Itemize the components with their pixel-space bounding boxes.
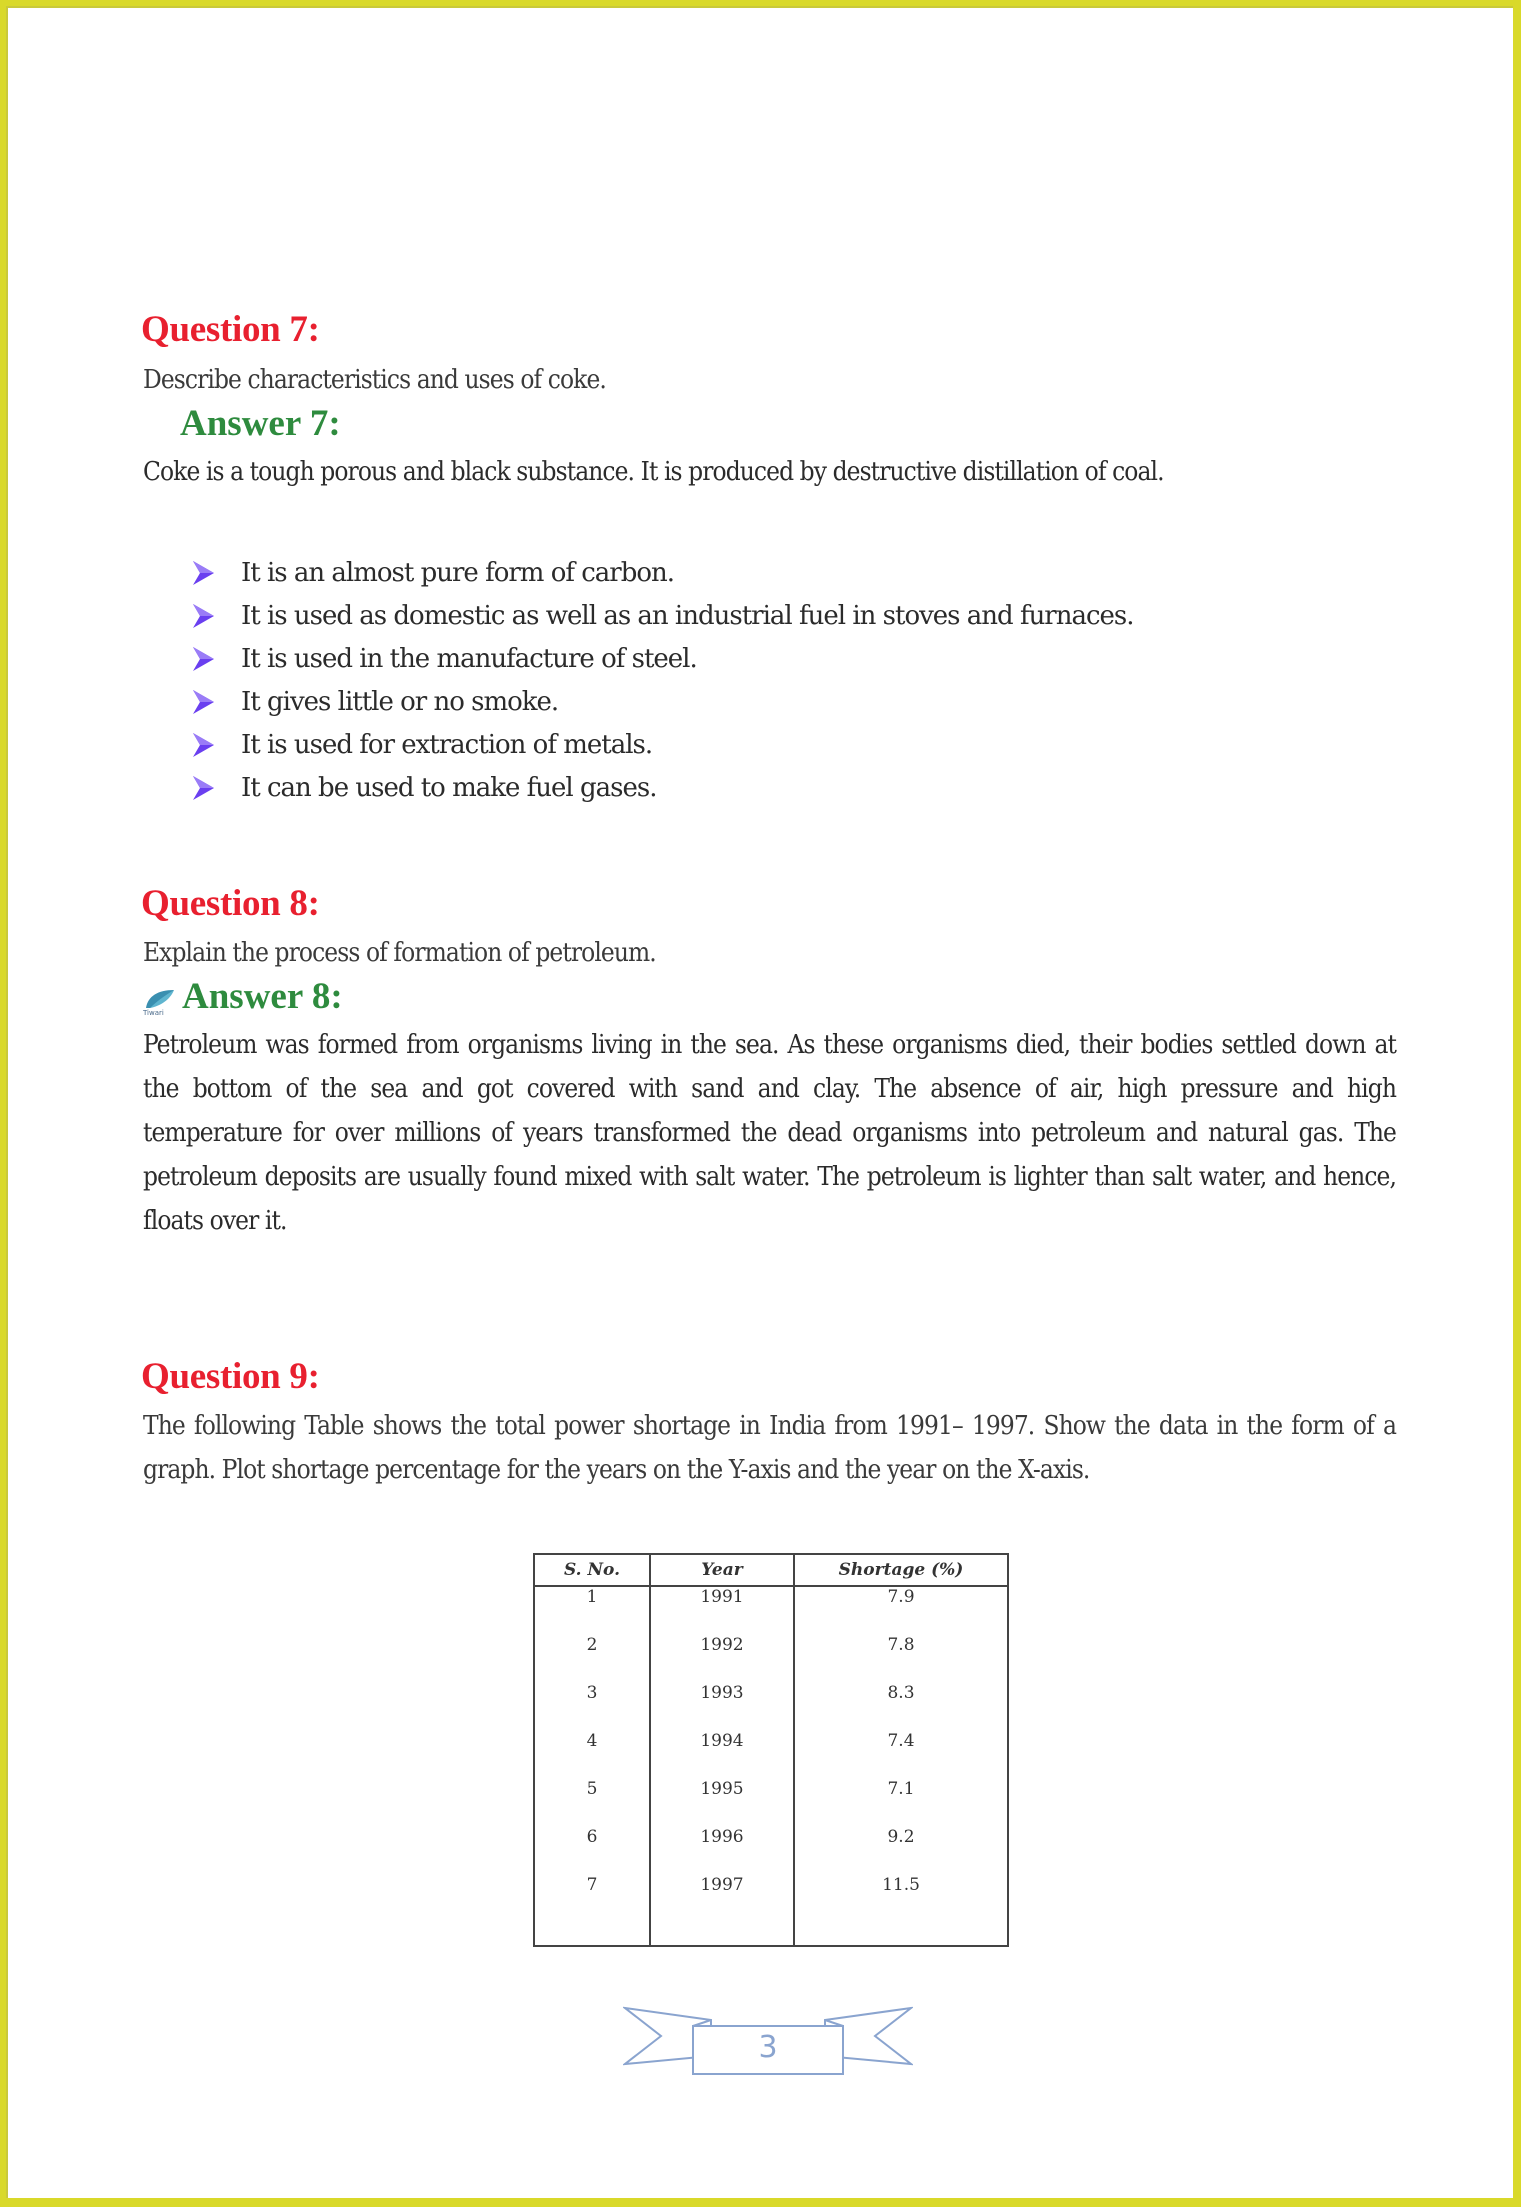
list-item — [191, 594, 1134, 637]
power-shortage-table — [533, 1553, 1009, 1947]
table-row — [534, 1827, 1008, 1875]
arrow-bullet-icon — [191, 560, 215, 586]
page — [6, 6, 1513, 2198]
cell-sno: 1 — [534, 1586, 650, 1635]
cell-sno: 4 — [534, 1731, 650, 1779]
cell-year: 1992 — [650, 1635, 794, 1683]
table-row — [534, 1731, 1008, 1779]
table-row — [534, 1875, 1008, 1923]
question-7-heading: Question 7: — [141, 309, 320, 350]
cell-shortage: 9.2 — [887, 1827, 915, 1847]
table-header-row — [534, 1554, 1008, 1586]
bullet-text: It can be used to make fuel gases. — [241, 772, 657, 803]
tiwari-logo-icon — [142, 988, 176, 1016]
cell-shortage: 7.4 — [887, 1731, 915, 1751]
cell-year: 1991 — [650, 1586, 794, 1635]
arrow-bullet-icon — [191, 603, 215, 629]
answer-7-heading: Answer 7: — [180, 403, 341, 444]
list-item — [191, 637, 1134, 680]
question-9-heading: Question 9: — [141, 1356, 320, 1397]
cell-sno: 5 — [534, 1779, 650, 1827]
column-header-sno: S. No. — [534, 1554, 650, 1586]
bullet-text: It gives little or no smoke. — [241, 686, 559, 717]
list-item — [191, 551, 1134, 594]
column-header-year: Year — [650, 1554, 794, 1586]
cell-year: 1993 — [650, 1683, 794, 1731]
cell-sno: 2 — [534, 1635, 650, 1683]
bullet-text: It is used as domestic as well as an industrial fuel in stoves and furnaces. — [241, 600, 1134, 631]
arrow-bullet-icon — [191, 775, 215, 801]
bullet-text: It is an almost pure form of carbon. — [241, 557, 675, 588]
question-9-text: The following Table shows the total power shortage in India from 1991– 1997. Show the data in the form of a graph. Plot shortage percentage for the years on the Y-axis and the year on the X-axis. — [143, 1411, 1396, 1485]
table-row — [534, 1635, 1008, 1683]
cell-year: 1995 — [650, 1779, 794, 1827]
column-header-shortage: Shortage (%) — [794, 1554, 1008, 1586]
question-7-text: Describe characteristics and uses of coke. — [143, 365, 606, 395]
cell-sno: 6 — [534, 1827, 650, 1875]
list-item — [191, 723, 1134, 766]
cell-sno: 7 — [534, 1875, 650, 1923]
svg-text:Tiwari: Tiwari — [143, 1009, 164, 1016]
arrow-bullet-icon — [191, 732, 215, 758]
empty-cell — [650, 1923, 794, 1946]
question-8-heading: Question 8: — [141, 883, 320, 924]
cell-shortage: 8.3 — [887, 1683, 915, 1703]
arrow-bullet-icon — [191, 646, 215, 672]
cell-shortage: 7.8 — [887, 1635, 915, 1655]
answer-8-heading: Answer 8: — [182, 976, 343, 1017]
cell-year: 1994 — [650, 1731, 794, 1779]
arrow-bullet-icon — [191, 689, 215, 715]
table-row — [534, 1779, 1008, 1827]
table-filler-row — [534, 1923, 1008, 1946]
answer-7-bullet-list — [191, 551, 1134, 809]
table-row — [534, 1586, 1008, 1635]
page-number: 3 — [758, 2030, 778, 2065]
answer-7-text: Coke is a tough porous and black substance. It is produced by destructive distillation of coal. — [143, 457, 1164, 487]
question-8-text: Explain the process of formation of petroleum. — [143, 938, 656, 968]
answer-8-text: Petroleum was formed from organisms living in the sea. As these organisms died, their bodies settled down at the bottom of the sea and got covered with sand and clay. The absence of air, high pressure and high temperature for over millions of years transformed the dead organisms into petroleum and natural gas. The petroleum deposits are usually found mixed with salt water. The petroleum is lighter than salt water, and hence, floats over it. — [143, 1030, 1396, 1236]
cell-shortage: 11.5 — [882, 1875, 920, 1895]
empty-cell — [794, 1923, 1008, 1946]
table-row — [534, 1683, 1008, 1731]
cell-shortage: 7.9 — [887, 1587, 915, 1607]
cell-sno: 3 — [534, 1683, 650, 1731]
bullet-text: It is used for extraction of metals. — [241, 729, 653, 760]
list-item — [191, 680, 1134, 723]
empty-cell — [534, 1923, 650, 1946]
cell-year: 1997 — [650, 1875, 794, 1923]
list-item — [191, 766, 1134, 809]
bullet-text: It is used in the manufacture of steel. — [241, 643, 697, 674]
cell-shortage: 7.1 — [887, 1779, 915, 1799]
cell-year: 1996 — [650, 1827, 794, 1875]
